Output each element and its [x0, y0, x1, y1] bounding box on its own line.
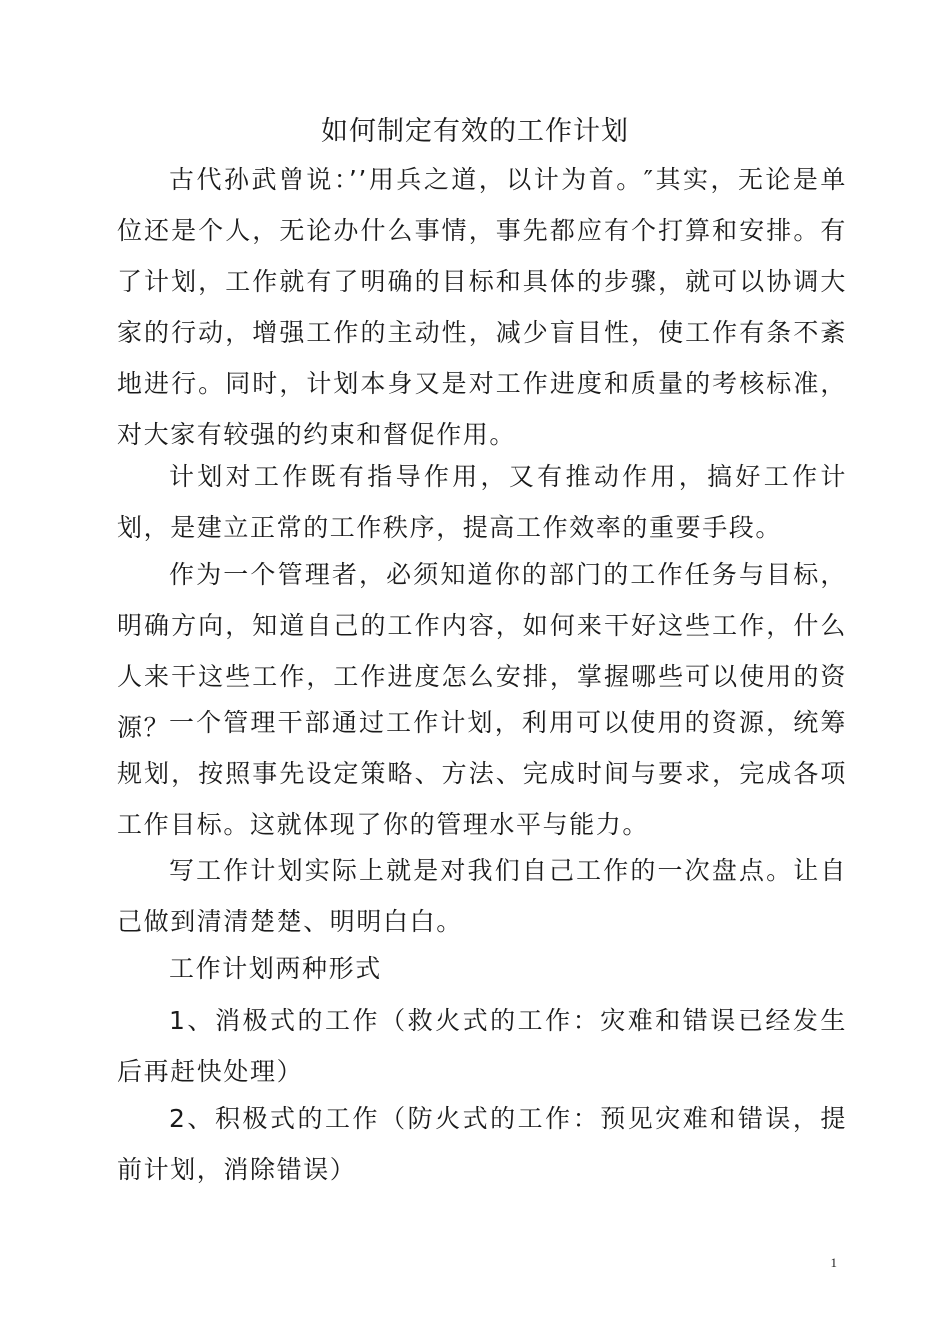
paragraph-manager-level: 一个管理干部通过工作计划，利用可以使用的资源，统筹规划，按照事先设定策略、方法、完成时间与要求，完成各项工作目标。这就体现了你的管理水平与能力。 [117, 708, 847, 839]
paragraph-plan-role: 计划对工作既有指导作用，又有推动作用，搞好工作计划，是建立正常的工作秩序，提高工作效率的重要手段。 [117, 462, 847, 542]
list-item-active-work: 2、积极式的工作（防火式的工作：预见灾难和错误，提前计划，消除错误） [117, 1104, 847, 1184]
list-item-passive-work: 1、消极式的工作（救火式的工作：灾难和错误已经发生后再赶快处理） [117, 1006, 847, 1086]
paragraph-two-forms-heading: 工作计划两种形式 [169, 954, 382, 983]
document-title: 如何制定有效的工作计划 [321, 116, 629, 147]
paragraph-manager-duty: 作为一个管理者，必须知道你的部门的工作任务与目标，明确方向，知道自己的工作内容，如何来干好这些工作，什么人来干这些工作，工作进度怎么安排，掌握哪些可以使用的资源？ [117, 560, 847, 742]
paragraph-sunwu-quote: 古代孙武曾说：’’用兵之道，以计为首。″其实，无论是单位还是个人，无论办什么事情，事先都应有个打算和安排。有了计划，工作就有了明确的目标和具体的步骤，就可以协调大家的行动，增强工作的主动性，减少盲目性，使工作有条不紊地进行。同时，计划本身又是对工作进度和质量的考核标准，对大家有较强的约束和督促作用。 [117, 165, 847, 449]
paragraph-self-review: 写工作计划实际上就是对我们自己工作的一次盘点。让自己做到清清楚楚、明明白白。 [117, 856, 847, 936]
page-number: 1 [830, 1255, 837, 1270]
